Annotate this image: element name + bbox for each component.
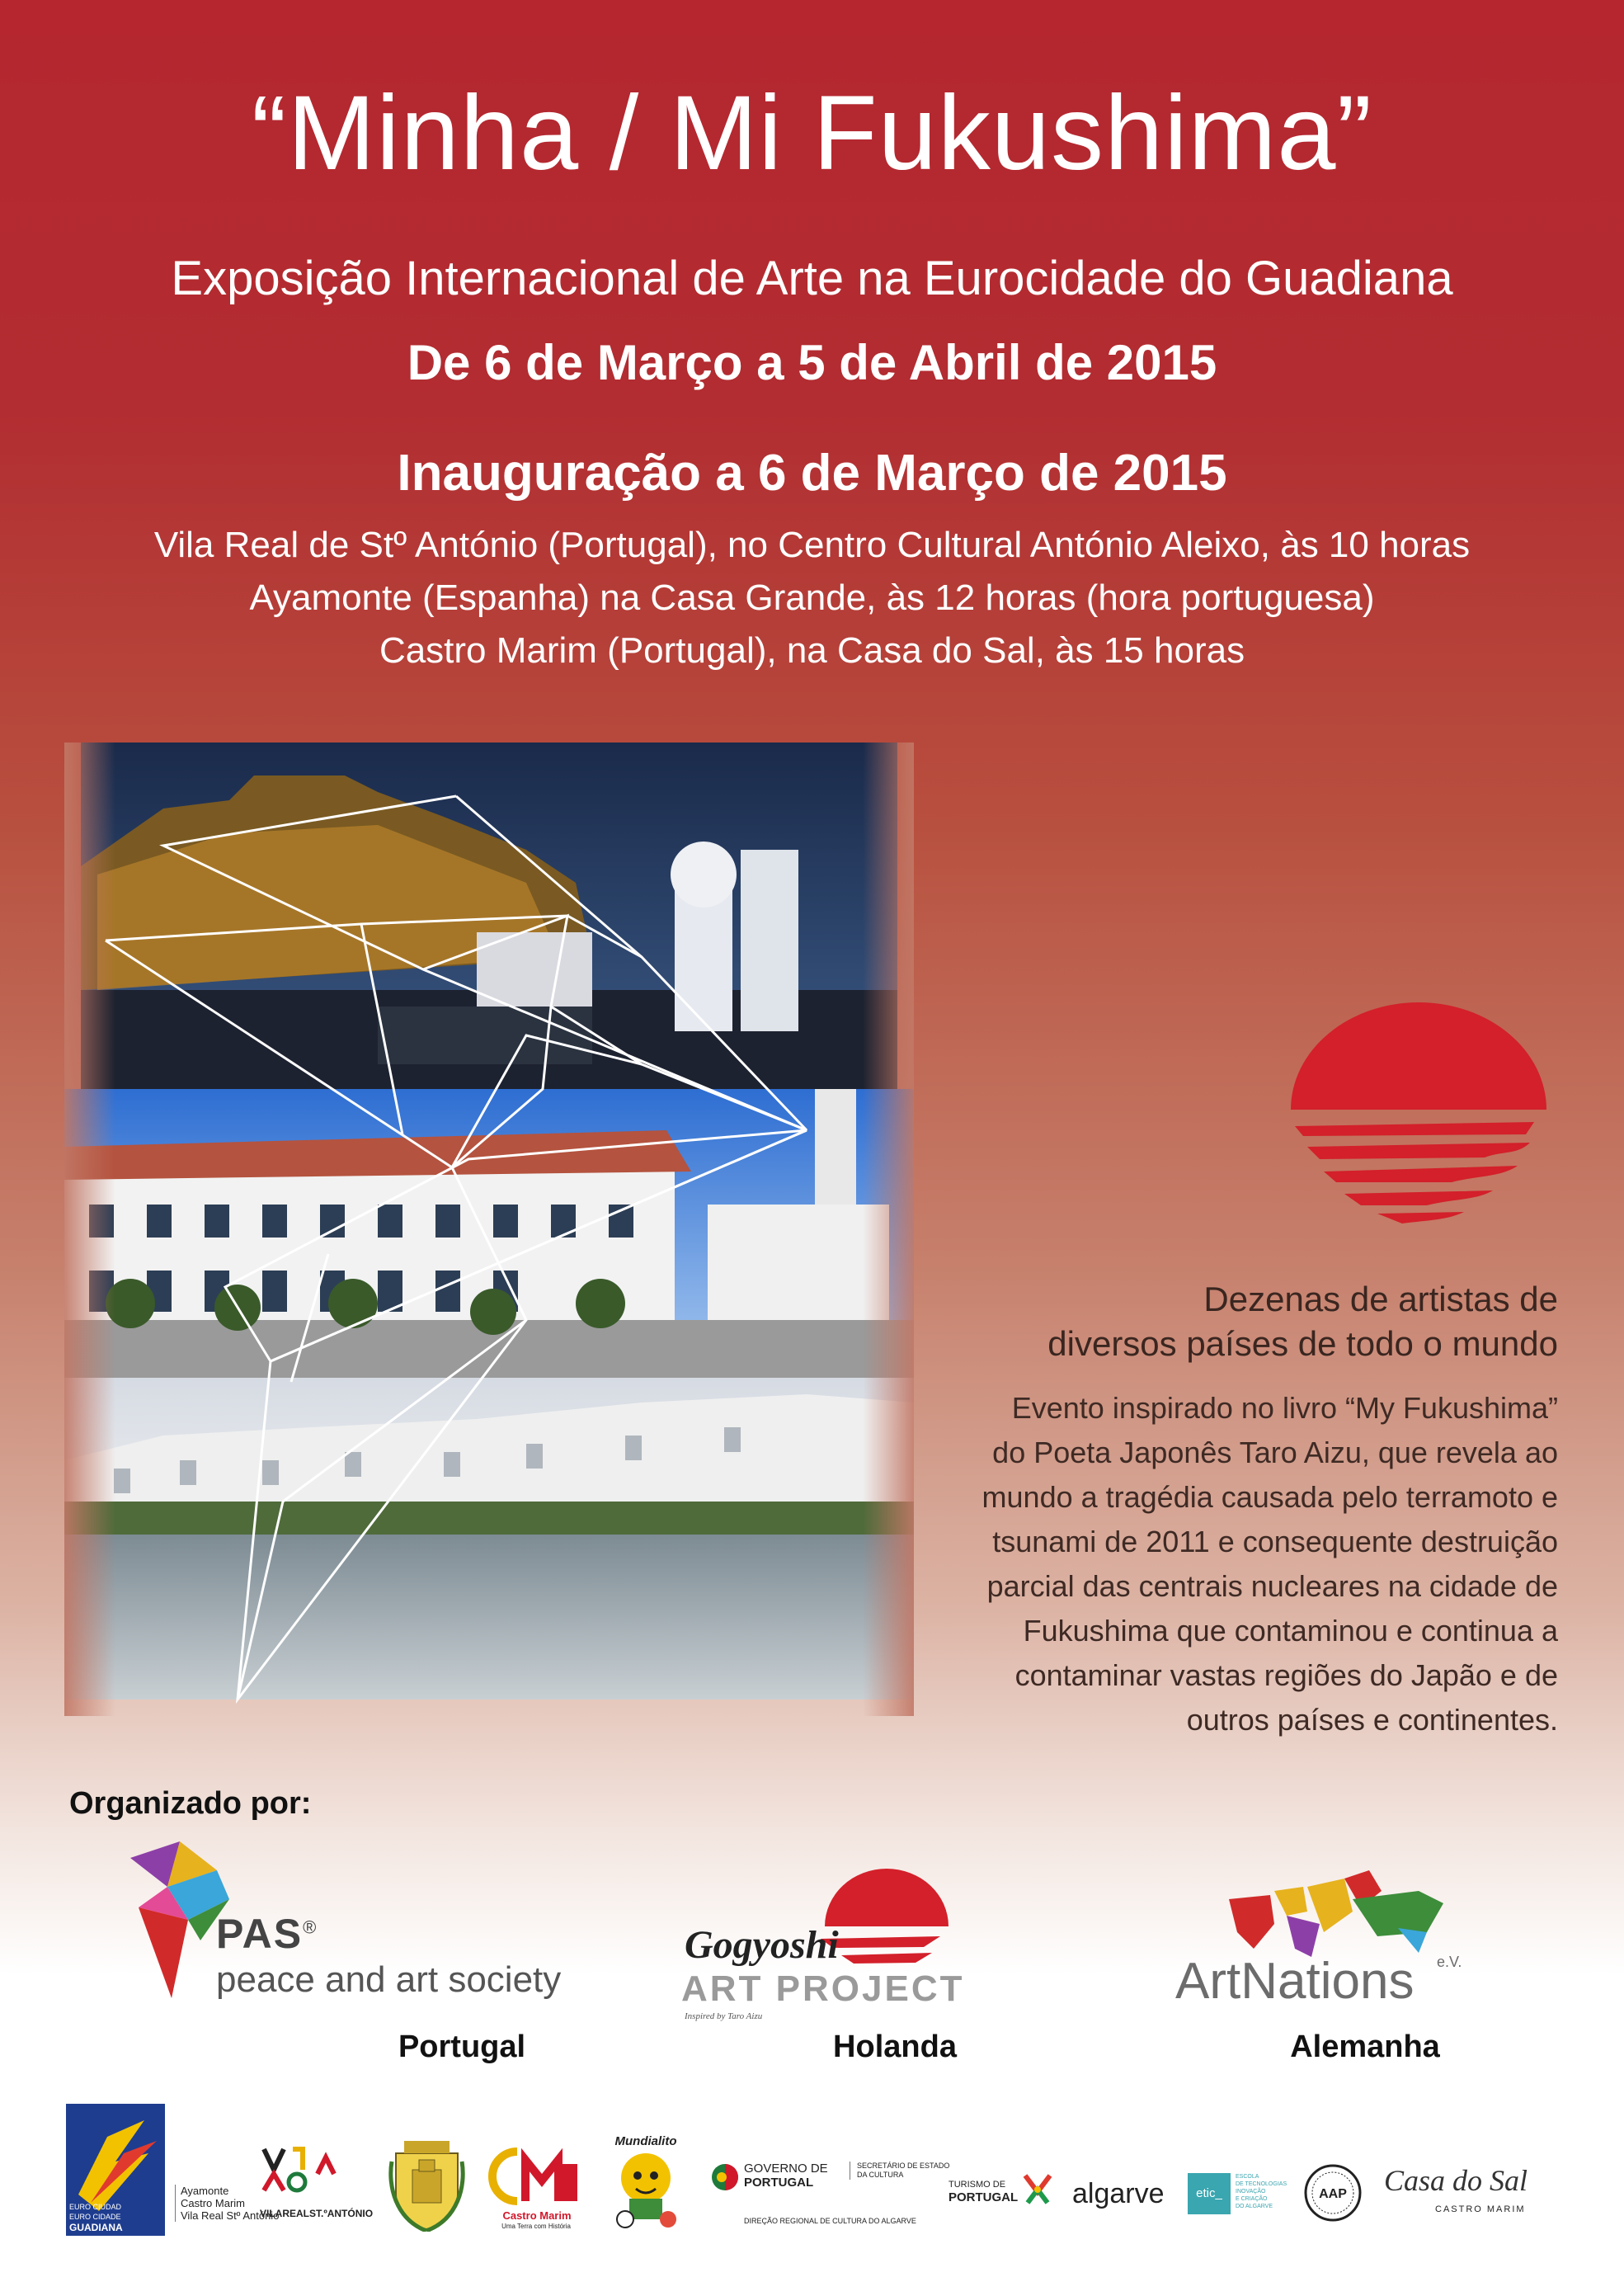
casa-do-sal-logo: Casa do Sal [1384, 2164, 1528, 2197]
direcao-regional: DIREÇÃO REGIONAL DE CULTURA DO ALGARVE [744, 2217, 916, 2225]
inauguration-date: Inauguração a 6 de Março de 2015 [397, 445, 1227, 502]
etic-line: DO ALGARVE [1236, 2204, 1273, 2209]
gogyoshi-wordmark: Gogyoshi [685, 1923, 839, 1967]
secretario-line: SECRETÁRIO DE ESTADO [857, 2162, 950, 2170]
country-portugal: Portugal [398, 2030, 526, 2064]
exhibition-dates: De 6 de Março a 5 de Abril de 2015 [407, 335, 1217, 390]
turismo-line: TURISMO DE [949, 2180, 1006, 2190]
headline-line: Dezenas de artistas de [1203, 1280, 1558, 1318]
artnations-suffix: e.V. [1437, 1954, 1462, 1970]
secretario-line: DA CULTURA [857, 2171, 904, 2179]
eurocidade-line: GUADIANA [69, 2222, 123, 2233]
aap-text: AAP [1319, 2187, 1347, 2201]
etic-line: DE TECNOLOGIAS [1236, 2181, 1287, 2187]
event-description [964, 1386, 1558, 1742]
description-line: do Poeta Japonês Taro Aizu, que revela ao [992, 1436, 1558, 1469]
governo-line: PORTUGAL [744, 2176, 814, 2190]
mundialito-text: Mundialito [614, 2134, 677, 2148]
coat-of-arms-icon [388, 2137, 466, 2232]
artnations-wordmark: ArtNations [1175, 1953, 1415, 2010]
rising-sun-icon [1287, 1002, 1551, 1225]
artnations-logo [1171, 1866, 1485, 2015]
secretario-estado [850, 2162, 949, 2180]
venue-ayamonte: Ayamonte (Espanha) na Casa Grande, às 12 horas (hora portuguesa) [249, 578, 1375, 618]
pas-mark [216, 1910, 318, 1958]
organizers-label: Organizado por: [69, 1786, 312, 1821]
castro-marim-name: Castro Marim [502, 2209, 572, 2222]
governo-portugal [744, 2162, 828, 2190]
description-line: Fukushima que contaminou e continua a [1023, 1614, 1558, 1648]
eurocidade-line: EURO CIUDAD [69, 2203, 122, 2211]
governo-line: GOVERNO DE [744, 2162, 828, 2176]
description-line: tsunami de 2011 e consequente destruição [992, 1525, 1558, 1558]
castro-marim-tagline: Uma Terra com História [501, 2223, 571, 2230]
turismo-portugal [949, 2178, 1018, 2204]
turismo-line: PORTUGAL [949, 2190, 1019, 2204]
poster-title: “Minha / Mi Fukushima” [251, 74, 1373, 192]
country-alemanha: Alemanha [1290, 2030, 1440, 2064]
description-line: contaminar vastas regiões do Japão e de [1014, 1658, 1558, 1692]
gogyoshi-tagline: Inspired by Taro Aizu [685, 2011, 763, 2021]
caption-line: Vila Real Stº António [181, 2209, 280, 2222]
algarve-logo: algarve [1072, 2178, 1165, 2209]
description-line: parcial das centrais nucleares na cidade de [986, 1569, 1558, 1603]
headline [981, 1277, 1558, 1366]
venue-vila-real: Vila Real de Stº António (Portugal), no Centro Cultural António Aleixo, às 10 horas [153, 525, 1471, 565]
pas-mark-text: PAS [216, 1911, 304, 1957]
headline-line: diversos países de todo o mundo [1047, 1324, 1558, 1363]
etic-line: ESCOLA [1236, 2174, 1259, 2180]
photo-collage [64, 743, 914, 1716]
gogyoshi-logo [676, 1860, 965, 2025]
description-line: Evento inspirado no livro “My Fukushima” [1011, 1391, 1558, 1425]
turismo-portugal-icon [1021, 2171, 1056, 2206]
poster-subtitle: Exposição Internacional de Arte na Eurocidade do Guadiana [171, 252, 1453, 305]
etic-line: E CRIAÇÃO [1236, 2196, 1268, 2202]
etic-text [1236, 2173, 1287, 2210]
portugal-flag-icon [711, 2163, 739, 2191]
vrsa-logo [260, 2145, 375, 2203]
venue-castro-marim: Castro Marim (Portugal), na Casa do Sal, às 15 horas [379, 630, 1245, 671]
description-line: mundo a tragédia causada pelo terramoto e [981, 1480, 1558, 1514]
vrsa-text: VILAREALST.ºANTÓNIO [260, 2208, 374, 2219]
eurocidade-logo [66, 2104, 165, 2236]
eurocidade-line: EURO CIDADE [69, 2213, 121, 2221]
registered-mark: ® [303, 1916, 318, 1938]
etic-line: INOVAÇÃO [1236, 2189, 1266, 2195]
casa-do-sal-location: CASTRO MARIM [1435, 2204, 1526, 2214]
description-line: outros países e continentes. [1186, 1703, 1558, 1737]
country-holanda: Holanda [833, 2030, 957, 2064]
gogyoshi-project: ART PROJECT [681, 1968, 965, 2009]
pas-name: peace and art society [216, 1959, 562, 2000]
aap-seal-icon [1303, 2163, 1363, 2223]
etic-logo: etic_ [1188, 2173, 1231, 2214]
castro-marim-logo [488, 2143, 579, 2209]
caption-line: Castro Marim [181, 2197, 246, 2209]
caption-line: Ayamonte [181, 2185, 229, 2197]
